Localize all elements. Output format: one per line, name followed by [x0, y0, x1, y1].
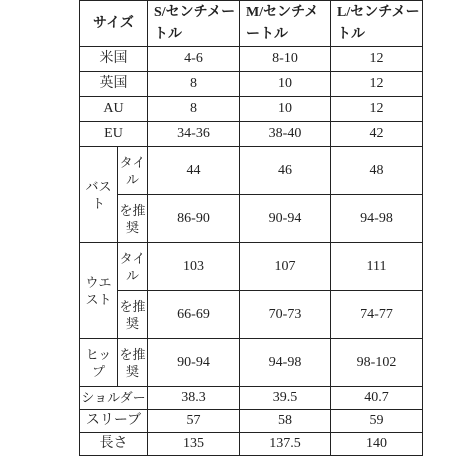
cell-m: 94-98 [240, 339, 331, 387]
table-row-bust-tile [80, 147, 423, 195]
waist-label: ウエスト [80, 243, 118, 339]
size-chart [79, 0, 423, 456]
bust-rec-label: を推奨 [118, 195, 148, 243]
table-row-hip [80, 339, 423, 387]
bust-tile-label: タイル [118, 147, 148, 195]
row-label: スリーブ [80, 410, 148, 433]
row-label: 米国 [80, 47, 148, 72]
cell-m: 10 [240, 97, 331, 122]
cell-m: 107 [240, 243, 331, 291]
header-row [80, 1, 423, 47]
table-row [80, 387, 423, 410]
cell-l: 12 [331, 97, 423, 122]
cell-l: 74-77 [331, 291, 423, 339]
cell-s: 4-6 [148, 47, 240, 72]
cell-m: 46 [240, 147, 331, 195]
table-row-waist-rec [80, 291, 423, 339]
cell-l: 98-102 [331, 339, 423, 387]
row-label: AU [80, 97, 148, 122]
hip-rec-label: を推奨 [118, 339, 148, 387]
header-s: S/センチメートル [148, 1, 240, 47]
table-row [80, 47, 423, 72]
table-row [80, 433, 423, 456]
cell-s: 34-36 [148, 122, 240, 147]
table-row-bust-rec [80, 195, 423, 243]
cell-m: 8-10 [240, 47, 331, 72]
table-row [80, 97, 423, 122]
header-m: M/センチメートル [240, 1, 331, 47]
cell-s: 57 [148, 410, 240, 433]
cell-m: 58 [240, 410, 331, 433]
cell-m: 10 [240, 72, 331, 97]
table-row [80, 72, 423, 97]
cell-s: 90-94 [148, 339, 240, 387]
cell-l: 12 [331, 47, 423, 72]
cell-l: 94-98 [331, 195, 423, 243]
cell-m: 90-94 [240, 195, 331, 243]
cell-s: 86-90 [148, 195, 240, 243]
cell-l: 140 [331, 433, 423, 456]
cell-m: 38-40 [240, 122, 331, 147]
cell-s: 103 [148, 243, 240, 291]
cell-l: 42 [331, 122, 423, 147]
header-size: サイズ [80, 1, 148, 47]
cell-s: 44 [148, 147, 240, 195]
waist-tile-label: タイル [118, 243, 148, 291]
table-row-waist-tile [80, 243, 423, 291]
cell-l: 12 [331, 72, 423, 97]
cell-s: 135 [148, 433, 240, 456]
cell-s: 8 [148, 97, 240, 122]
cell-m: 137.5 [240, 433, 331, 456]
cell-l: 111 [331, 243, 423, 291]
cell-s: 8 [148, 72, 240, 97]
cell-l: 40.7 [331, 387, 423, 410]
size-table [79, 0, 423, 456]
row-label: EU [80, 122, 148, 147]
hip-label: ヒップ [80, 339, 118, 387]
cell-l: 48 [331, 147, 423, 195]
row-label: 英国 [80, 72, 148, 97]
row-label: 長さ [80, 433, 148, 456]
cell-l: 59 [331, 410, 423, 433]
cell-m: 39.5 [240, 387, 331, 410]
header-l: L/センチメートル [331, 1, 423, 47]
cell-m: 70-73 [240, 291, 331, 339]
row-label: ショルダー [80, 387, 148, 410]
table-row [80, 122, 423, 147]
bust-label: バスト [80, 147, 118, 243]
table-row [80, 410, 423, 433]
cell-s: 66-69 [148, 291, 240, 339]
cell-s: 38.3 [148, 387, 240, 410]
waist-rec-label: を推奨 [118, 291, 148, 339]
